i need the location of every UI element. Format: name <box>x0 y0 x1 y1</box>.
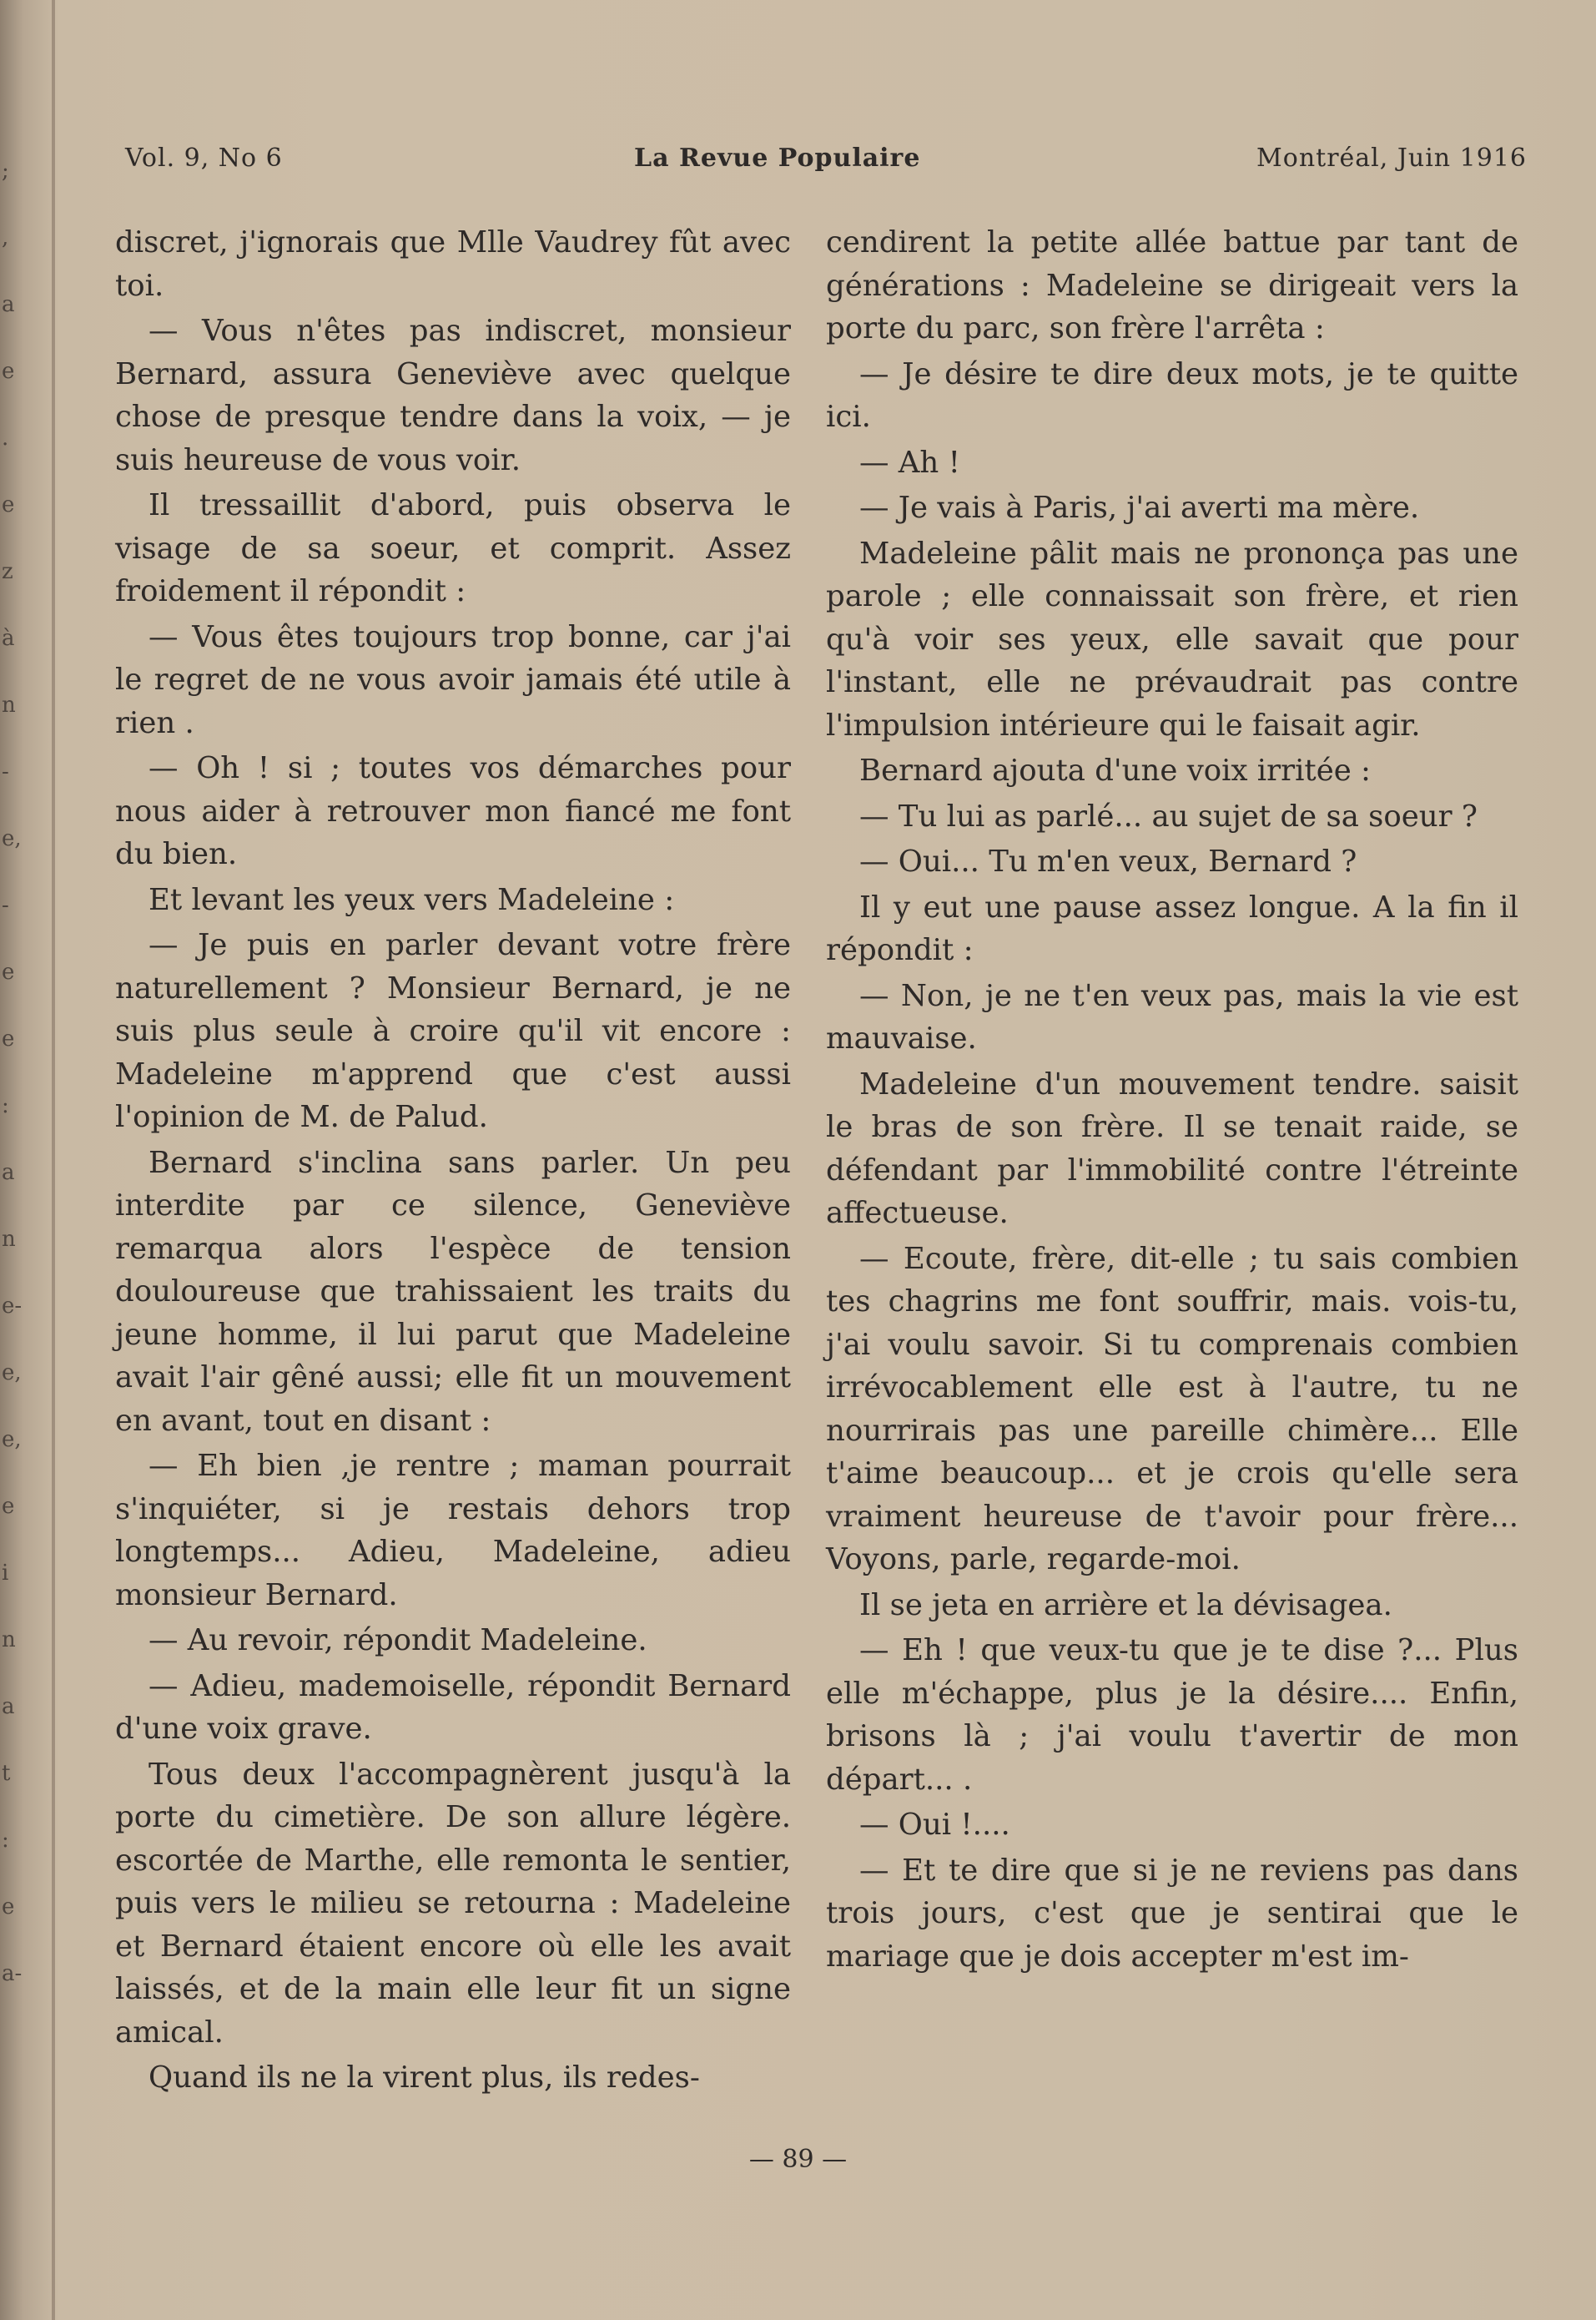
margin-fragment: e, <box>2 1427 22 1452</box>
paragraph: — Adieu, mademoiselle, répondit Bernard d'une voix grave. <box>115 1668 791 1746</box>
paragraph: Quand ils ne la virent plus, ils redes- <box>149 2060 700 2095</box>
margin-fragments <box>0 0 25 2320</box>
margin-fragment: i <box>2 1561 9 1586</box>
margin-fragment: ; <box>2 159 9 184</box>
margin-fragment: : <box>2 1093 9 1118</box>
margin-fragment: e <box>2 960 15 985</box>
right-column <box>826 221 1518 1980</box>
publication-title: La Revue Populaire <box>634 144 921 173</box>
margin-fragment: n <box>2 693 16 718</box>
margin-fragment: à <box>2 626 15 651</box>
paragraph: — Oui... Tu m'en veux, Bernard ? <box>859 845 1357 879</box>
paragraph: — Vous êtes toujours trop bonne, car j'ai le regret de ne vous avoir jamais été utile à rien . <box>115 619 791 740</box>
paragraph: Bernard ajouta d'une voix irritée : <box>859 754 1371 788</box>
margin-fragment: a <box>2 1694 15 1719</box>
paragraph: Madeleine d'un mouvement tendre. saisit le bras de son frère. Il se tenait raide, se défendant par l'immobilité contre l'étreinte affectueuse. <box>826 1067 1518 1230</box>
paragraph: Madeleine pâlit mais ne prononça pas une parole ; elle connaissait son frère, et rien qu'à voir ses yeux, elle savait que pour l'instant, elle ne prévaudrait pas contre l'impulsion intérieure qui le faisait agir. <box>826 536 1518 743</box>
paragraph: Il tressaillit d'abord, puis observa le visage de sa soeur, et comprit. Assez froidement il répondit : <box>115 488 791 608</box>
volume-label: Vol. 9, No 6 <box>125 144 283 173</box>
paragraph: discret, j'ignorais que Mlle Vaudrey fût avec toi. <box>115 225 791 303</box>
margin-fragment: n <box>2 1627 16 1652</box>
paragraph: cendirent la petite allée battue par tant de générations : Madeleine se dirigeait vers la porte du parc, son frère l'arrêta : <box>826 225 1518 345</box>
margin-fragment: . <box>2 426 9 451</box>
margin-fragment: - <box>2 759 9 784</box>
margin-fragment: , <box>2 225 9 250</box>
paragraph: — Vous n'êtes pas indiscret, monsieur Bernard, assura Geneviève avec quelque chose de presque tendre dans la voix, — je suis heureuse de vous voir. <box>115 314 791 477</box>
margin-fragment: a- <box>2 1961 23 1986</box>
margin-fragment: e <box>2 1026 15 1052</box>
running-header <box>125 144 1527 185</box>
margin-fragment: : <box>2 1828 9 1853</box>
paragraph: — Ecoute, frère, dit-elle ; tu sais combien tes chagrins me font souffrir, mais. vois-tu, j'ai voulu savoir. Si tu comprenais combien irrévocablement elle est à l'autre, tu ne nourrirais pas une pareille chimère... Elle t'aime beaucoup... et je crois qu'elle sera vraiment heureuse de t'avoir pour frère... Voyons, parle, regarde-moi. <box>826 1241 1518 1576</box>
paragraph: — Oui !.... <box>859 1808 1010 1842</box>
left-column <box>115 221 791 2102</box>
paragraph: Il y eut une pause assez longue. A la fin il répondit : <box>826 890 1518 967</box>
margin-fragment: t <box>2 1761 11 1786</box>
paragraph: — Et te dire que si je ne reviens pas dans trois jours, c'est que je sentirai que le mariage que je dois accepter m'est im- <box>826 1853 1518 1974</box>
paragraph: — Eh ! que veux-tu que je te dise ?... Plus elle m'échappe, plus je la désire.... Enfin, brisons là ; j'ai voulu t'avertir de mon départ... . <box>826 1633 1518 1797</box>
paragraph: — Tu lui as parlé... au sujet de sa soeur ? <box>859 799 1478 834</box>
paragraph: — Eh bien ,je rentre ; maman pourrait s'inquiéter, si je restais dehors trop longtemps... Adieu, Madeleine, adieu monsieur Bernard. <box>115 1449 791 1612</box>
paragraph: — Au revoir, répondit Madeleine. <box>149 1623 647 1657</box>
paragraph: — Non, je ne t'en veux pas, mais la vie est mauvaise. <box>826 978 1518 1056</box>
margin-fragment: e <box>2 1494 15 1519</box>
paragraph: — Je vais à Paris, j'ai averti ma mère. <box>859 491 1420 525</box>
margin-fragment: e <box>2 359 15 384</box>
margin-fragment: - <box>2 893 9 918</box>
paragraph: Il se jeta en arrière et la dévisagea. <box>859 1587 1392 1622</box>
margin-fragment: e, <box>2 1360 22 1385</box>
issue-date: Montréal, Juin 1916 <box>1256 144 1527 173</box>
paragraph: Et levant les yeux vers Madeleine : <box>149 882 675 917</box>
paragraph: — Je désire te dire deux mots, je te quitte ici. <box>826 356 1518 434</box>
margin-fragment: a <box>2 292 15 317</box>
paragraph: — Ah ! <box>859 445 960 480</box>
binding-gutter <box>52 0 55 2320</box>
margin-fragment: n <box>2 1227 16 1252</box>
margin-fragment: e, <box>2 826 22 851</box>
margin-fragment: e <box>2 492 15 517</box>
paragraph: — Oh ! si ; toutes vos démarches pour nous aider à retrouver mon fiancé me font du bien. <box>115 751 791 871</box>
paragraph: Tous deux l'accompagnèrent jusqu'à la porte du cimetière. De son allure légère. escortée de Marthe, elle remonta le sentier, puis vers le milieu se retourna : Madeleine et Bernard étaient encore où elle les avait laissés, et de la main elle leur fit un signe amical. <box>115 1757 791 2050</box>
margin-fragment: e <box>2 1894 15 1919</box>
margin-fragment: e- <box>2 1294 23 1319</box>
paragraph: — Je puis en parler devant votre frère naturellement ? Monsieur Bernard, je ne suis plus seule à croire qu'il vit encore : Madeleine m'apprend que c'est aussi l'opinion de M. de Palud. <box>115 928 791 1134</box>
paragraph: Bernard s'inclina sans parler. Un peu interdite par ce silence, Geneviève remarqua alors l'espèce de tension douloureuse que trahissaient les traits du jeune homme, il lui parut que Madeleine avait l'air gêné aussi; elle fit un mouvement en avant, tout en disant : <box>115 1145 791 1438</box>
margin-fragment: z <box>2 559 13 584</box>
page-number: — 89 — <box>748 2145 848 2174</box>
margin-fragment: a <box>2 1160 15 1185</box>
